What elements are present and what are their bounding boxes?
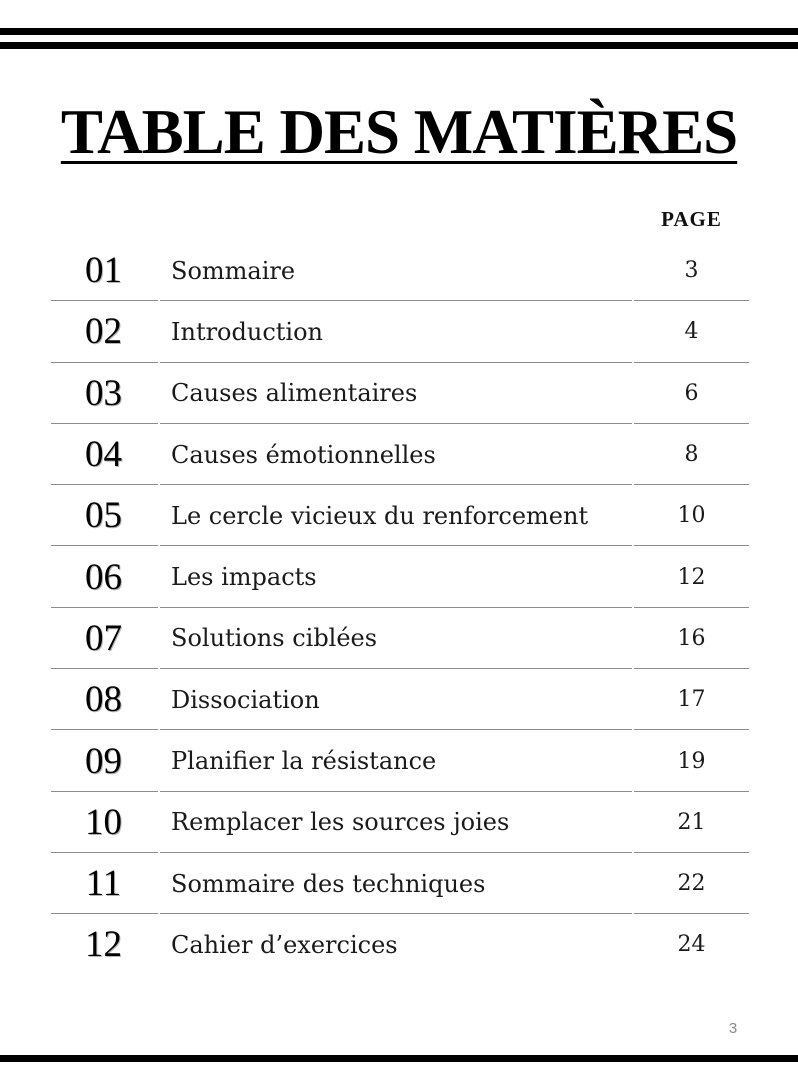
toc-entry-number: 10 <box>85 801 122 843</box>
toc-entry-label: Introduction <box>171 317 323 346</box>
toc-entry-page: 12 <box>677 564 706 590</box>
toc-entry[interactable] <box>51 301 749 362</box>
toc-entry[interactable] <box>51 608 749 669</box>
toc-entry-page: 22 <box>677 871 706 897</box>
top-rule-secondary <box>0 42 798 49</box>
toc-entry[interactable] <box>51 853 749 914</box>
toc-entry-number: 07 <box>85 617 122 659</box>
toc-entry-number: 03 <box>85 372 122 414</box>
toc-entry[interactable] <box>51 792 749 853</box>
toc-entry-page: 4 <box>684 319 699 345</box>
toc-entry[interactable] <box>51 730 749 791</box>
toc-entry-number: 01 <box>85 250 122 292</box>
toc-entry-label: Les impacts <box>171 563 317 592</box>
page-title <box>0 96 798 169</box>
toc-entry-number: 04 <box>85 434 122 476</box>
bottom-rule <box>0 1055 798 1062</box>
toc-entry-label: Remplacer les sources joies <box>171 808 510 837</box>
toc-entry-number: 08 <box>85 679 122 721</box>
toc-entry-number: 12 <box>85 924 122 966</box>
toc-entry[interactable] <box>51 914 749 975</box>
toc-entry[interactable] <box>51 363 749 424</box>
toc-list <box>51 240 749 976</box>
top-rule <box>0 28 798 35</box>
toc-entry-page: 3 <box>684 258 699 284</box>
toc-entry-label: Solutions ciblées <box>171 624 378 653</box>
toc-entry[interactable] <box>51 485 749 546</box>
page-title-text: TABLE DES MATIÈRES <box>60 97 738 167</box>
toc-entry[interactable] <box>51 669 749 730</box>
toc-entry-page: 19 <box>677 748 706 774</box>
toc-entry-label: Planifier la résistance <box>171 747 437 776</box>
toc-entry[interactable] <box>51 240 749 301</box>
toc-entry-label: Causes alimentaires <box>171 379 418 408</box>
toc-entry[interactable] <box>51 424 749 485</box>
toc-entry-label: Sommaire <box>171 256 296 285</box>
page-column-header: PAGE <box>661 207 722 231</box>
toc-entry-page: 16 <box>677 625 706 651</box>
toc-entry-number: 06 <box>85 556 122 598</box>
toc-entry-number: 02 <box>85 311 122 353</box>
toc-entry-label: Causes émotionnelles <box>171 440 436 469</box>
toc-entry-label: Le cercle vicieux du renforcement <box>171 501 589 530</box>
toc-entry-label: Dissociation <box>171 685 320 714</box>
toc-entry-page: 8 <box>684 442 699 468</box>
toc-entry-number: 09 <box>85 740 122 782</box>
toc-entry-page: 17 <box>677 687 706 713</box>
toc-entry-label: Sommaire des techniques <box>171 869 486 898</box>
toc-entry-page: 6 <box>684 380 699 406</box>
toc-entry-page: 21 <box>677 809 706 835</box>
toc-entry-page: 10 <box>677 503 706 529</box>
toc-entry-number: 05 <box>85 495 122 537</box>
toc-entry-number: 11 <box>85 863 122 905</box>
toc-entry-page: 24 <box>677 932 706 958</box>
toc-entry[interactable] <box>51 546 749 607</box>
toc-entry-label: Cahier d’exercices <box>171 930 398 959</box>
footer-page-number: 3 <box>728 1020 738 1037</box>
